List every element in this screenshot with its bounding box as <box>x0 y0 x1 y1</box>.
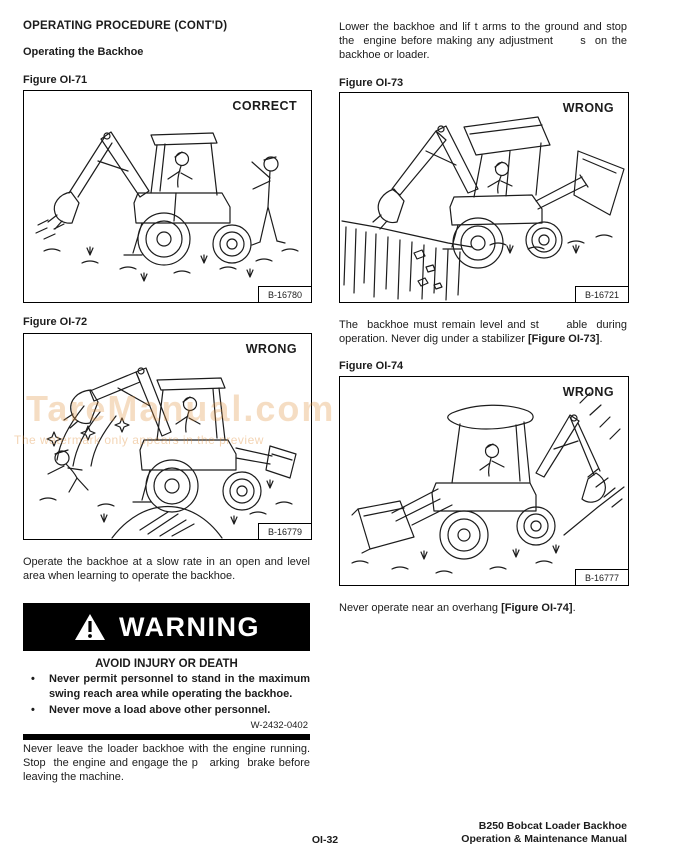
para-remain-level <box>339 318 631 346</box>
watermark-note-text: The watermark only appears in the preview <box>14 433 264 447</box>
figure-oi73-reference: [Figure OI-73] <box>527 333 600 345</box>
para-overhang-text: Never operate near an overhang <box>339 602 502 614</box>
document-title-line1: B250 Bobcat Loader Backhoe <box>478 820 627 832</box>
para-never-leave: Never leave the loader backhoe with the engine running. Stop the engine and engage the p arking brake before leaving the machine. <box>23 743 314 783</box>
figure-oi71-ref: B-16780 <box>258 286 312 303</box>
figure-oi74-ref: B-16777 <box>575 569 629 586</box>
warning-code: W-2432-0402 <box>250 719 308 731</box>
warning-bottom-bar <box>23 734 310 740</box>
document-title-line2: Operation & Maintenance Manual <box>461 833 627 845</box>
figure-oi72-ref: B-16779 <box>258 523 312 540</box>
figure-oi72-verdict: WRONG <box>245 342 297 356</box>
figure-oi73-caption: Figure OI-73 <box>339 77 404 89</box>
warning-heading: AVOID INJURY OR DEATH <box>95 658 238 670</box>
figure-oi74-verdict: WRONG <box>562 385 614 399</box>
watermark-site-text: TareManual.com <box>26 388 336 429</box>
page-number: OI-32 <box>311 834 339 846</box>
warning-box <box>23 603 310 740</box>
figure-oi74-caption: Figure OI-74 <box>339 360 404 372</box>
figure-oi74 <box>339 376 629 586</box>
subsection-title: Operating the Backhoe <box>23 46 144 58</box>
para-lower-backhoe: Lower the backhoe and lif t arms to the ground and stop the engine before making any adjustment s on the backhoe or loader. <box>339 21 631 61</box>
document-title <box>461 820 627 846</box>
para-slow-rate: Operate the backhoe at a slow rate in an open and level area when learning to operate the backhoe. <box>23 556 314 582</box>
warning-title: WARNING <box>119 611 260 642</box>
para-remain-level-period: . <box>599 333 603 345</box>
backhoe-overhang-wrong-illustration <box>340 377 628 585</box>
backhoe-cliff-wrong-illustration <box>340 93 628 302</box>
figure-oi74-reference: [Figure OI-74] <box>501 602 573 614</box>
para-overhang-period: . <box>572 602 576 614</box>
warning-triangle-icon <box>73 612 107 642</box>
warning-bullet: • Never permit personnel to stand in the maximum swing reach area while operating the backhoe. <box>23 672 310 701</box>
figure-oi72-caption: Figure OI-72 <box>23 316 88 328</box>
backhoe-correct-illustration <box>24 91 311 302</box>
figure-oi73-ref: B-16721 <box>575 286 629 303</box>
para-overhang <box>339 601 627 615</box>
figure-oi73 <box>339 92 629 303</box>
figure-oi71 <box>23 90 312 303</box>
backhoe-swing-wrong-illustration <box>24 334 311 539</box>
figure-oi73-verdict: WRONG <box>562 101 614 115</box>
para-remain-level-text: The backhoe must remain level and st able during operation. Never dig under a stabilizer <box>339 319 631 345</box>
warning-banner <box>23 603 310 651</box>
section-title: OPERATING PROCEDURE (CONT'D) <box>23 20 228 32</box>
figure-oi72 <box>23 333 312 540</box>
figure-oi71-caption: Figure OI-71 <box>23 74 88 86</box>
figure-oi71-verdict: CORRECT <box>232 99 297 113</box>
warning-bullet: • Never move a load above other personnel. <box>23 703 310 718</box>
